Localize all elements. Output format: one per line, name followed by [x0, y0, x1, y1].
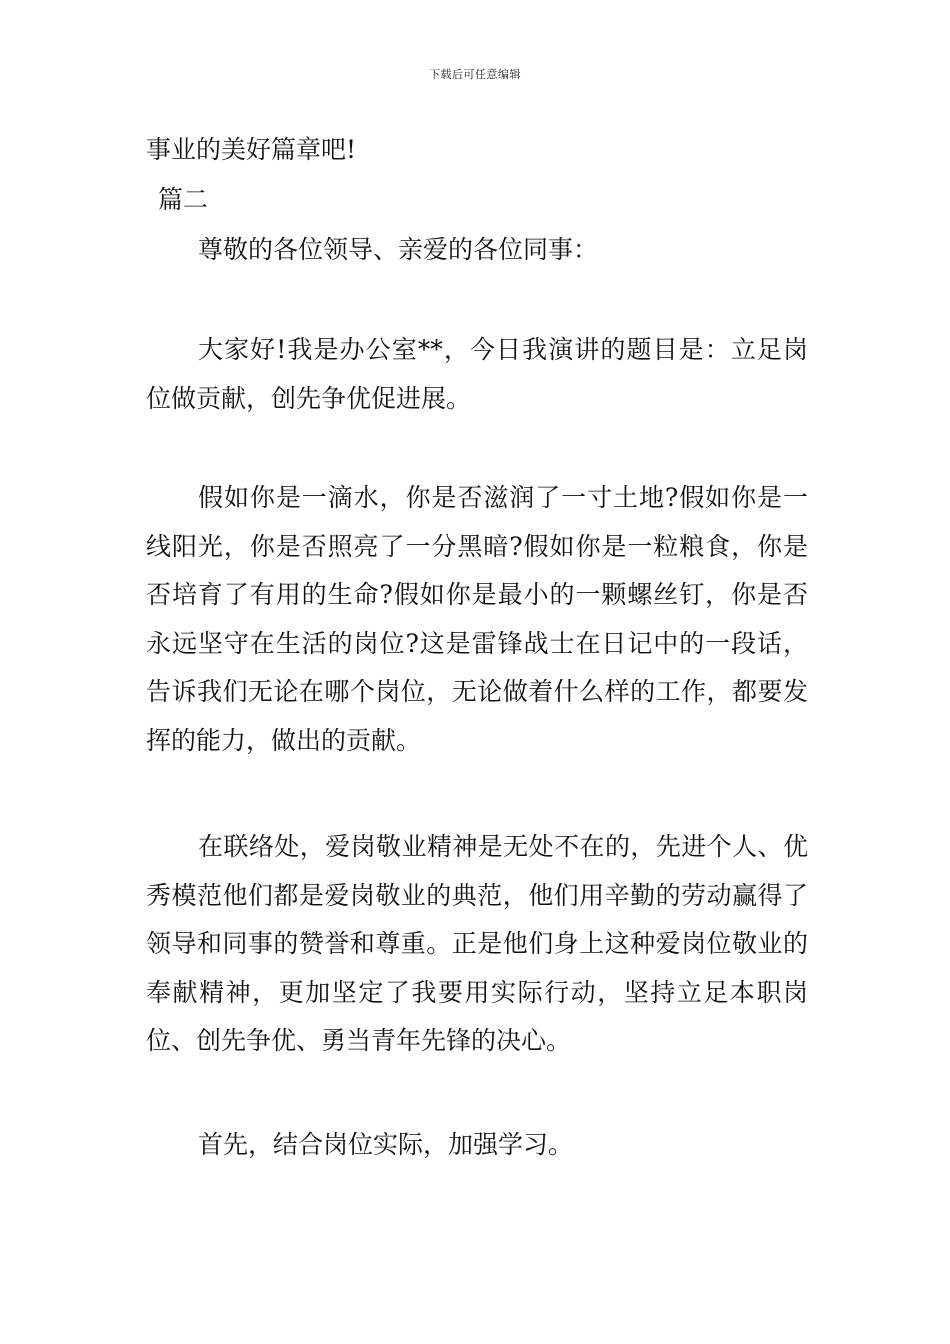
section-title: 篇二 [158, 185, 209, 214]
paragraph-greeting: 大家好!我是办公室**，今日我演讲的题目是：立足岗位做贡献，创先争优促进展。 [146, 335, 808, 413]
continuation-line: 事业的美好篇章吧! [146, 135, 357, 164]
paragraph-first-point: 首先，结合岗位实际，加强学习。 [198, 1130, 574, 1159]
paragraph-lei-feng: 假如你是一滴水，你是否滋润了一寸土地?假如你是一线阳光，你是否照亮了一分黑暗?假如你是一粒粮食，你是否培育了有用的生命?假如你是最小的一颗螺丝钉，你是否永远坚守在生活的岗位?这是雷锋战士在日记中的一段话，告诉我们无论在哪个岗位，无论做着什么样的工作，都要发挥的能力，做出的贡献。 [146, 483, 808, 755]
page-header: 下载后可任意编辑 [429, 68, 521, 81]
paragraph-liaison-office: 在联络处，爱岗敬业精神是无处不在的，先进个人、优秀模范他们都是爱岗敬业的典范，他们用辛勤的劳动赢得了领导和同事的赞誉和尊重。正是他们身上这种爱岗位敬业的奉献精神，更加坚定了我要用实际行动，坚持立足本职岗位、创先争优、勇当青年先锋的决心。 [146, 832, 808, 1056]
salutation: 尊敬的各位领导、亲爱的各位同事： [198, 235, 599, 264]
